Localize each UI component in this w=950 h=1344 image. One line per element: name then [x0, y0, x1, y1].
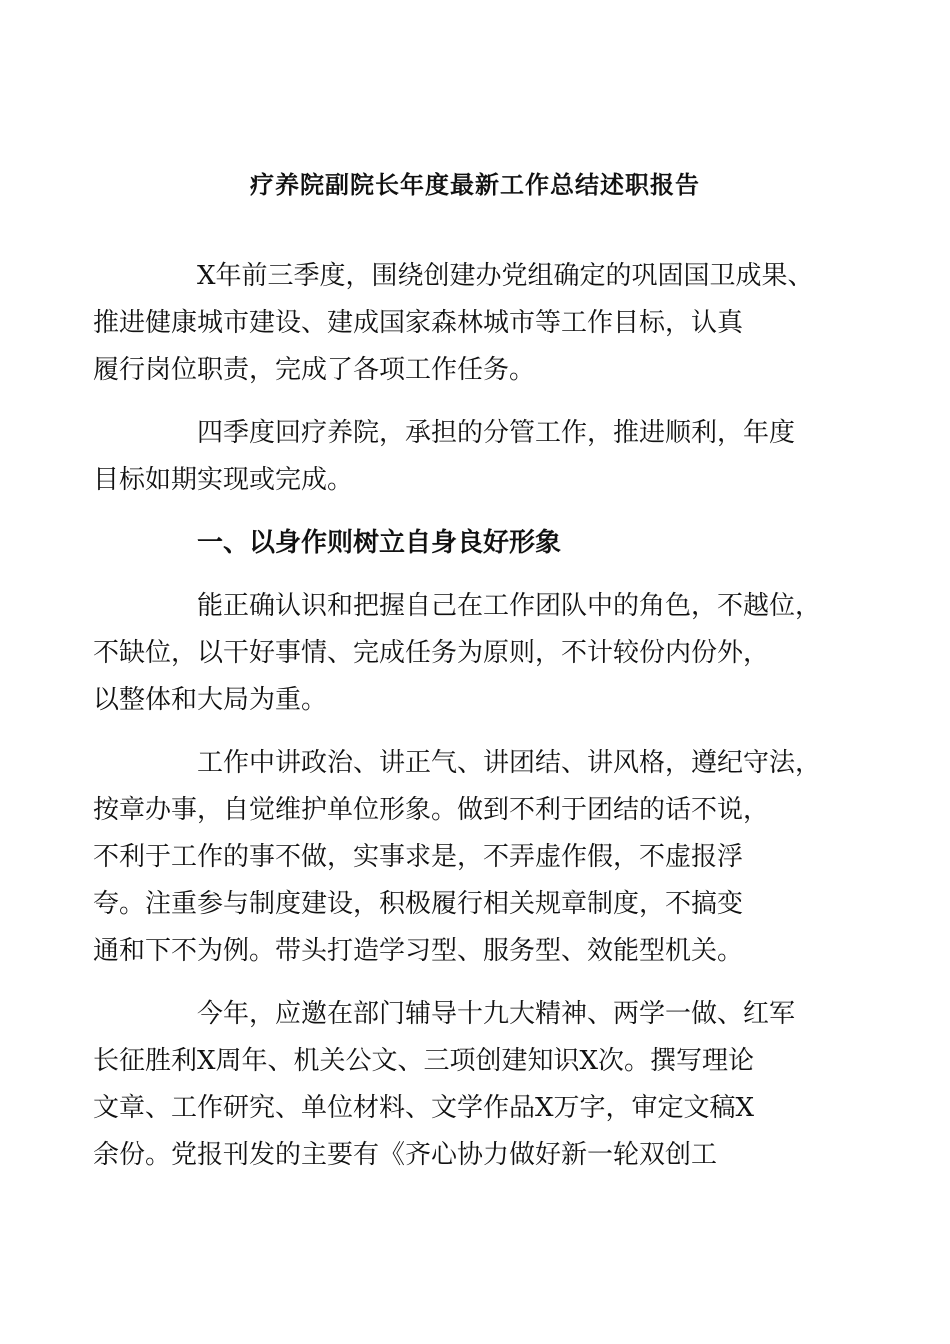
text-line: X年前三季度，围绕创建办党组确定的巩固国卫成果、: [197, 261, 814, 291]
paragraph: [93, 583, 822, 724]
section-heading: [145, 520, 805, 567]
text-line: 夸。注重参与制度建设，积极履行相关规章制度，不搞变: [93, 889, 744, 919]
text-line: 能正确认识和把握自己在工作团队中的角色，不越位，: [197, 591, 822, 621]
text-line: 文章、工作研究、单位材料、文学作品X万字，审定文稿X: [93, 1093, 755, 1123]
text-line: 不利于工作的事不做，实事求是，不弄虚作假，不虚报浮: [93, 842, 744, 872]
text-line: 四季度回疗养院，承担的分管工作，推进顺利，年度: [197, 418, 796, 448]
text-line: 今年，应邀在部门辅导十九大精神、两学一做、红军: [197, 999, 796, 1029]
text-line: 推进健康城市建设、建成国家森林城市等工作目标，认真: [93, 308, 744, 338]
text-line: 余份。党报刊发的主要有《齐心协力做好新一轮双创工: [93, 1140, 718, 1170]
text-line: 工作中讲政治、讲正气、讲团结、讲风格，遵纪守法，: [197, 748, 822, 778]
paragraph: [93, 740, 822, 975]
text-line: 通和下不为例。带头打造学习型、服务型、效能型机关。: [93, 936, 744, 966]
text-line: 按章办事，自觉维护单位形象。做到不利于团结的话不说，: [93, 795, 770, 825]
document-body: [93, 253, 822, 1195]
paragraph: [93, 991, 805, 1179]
section-heading-text: 一、以身作则树立自身良好形象: [197, 528, 562, 558]
text-line: 以整体和大局为重。: [93, 685, 328, 715]
document-title: 疗养院副院长年度最新工作总结述职报告: [250, 170, 700, 199]
text-line: 履行岗位职责，完成了各项工作任务。: [93, 355, 536, 385]
text-line: 长征胜利X周年、机关公文、三项创建知识X次。撰写理论: [93, 1046, 755, 1076]
paragraph: [93, 410, 805, 504]
paragraph: [93, 253, 814, 394]
text-line: 不缺位，以干好事情、完成任务为原则，不计较份内份外，: [93, 638, 770, 668]
text-line: 目标如期实现或完成。: [93, 465, 354, 495]
